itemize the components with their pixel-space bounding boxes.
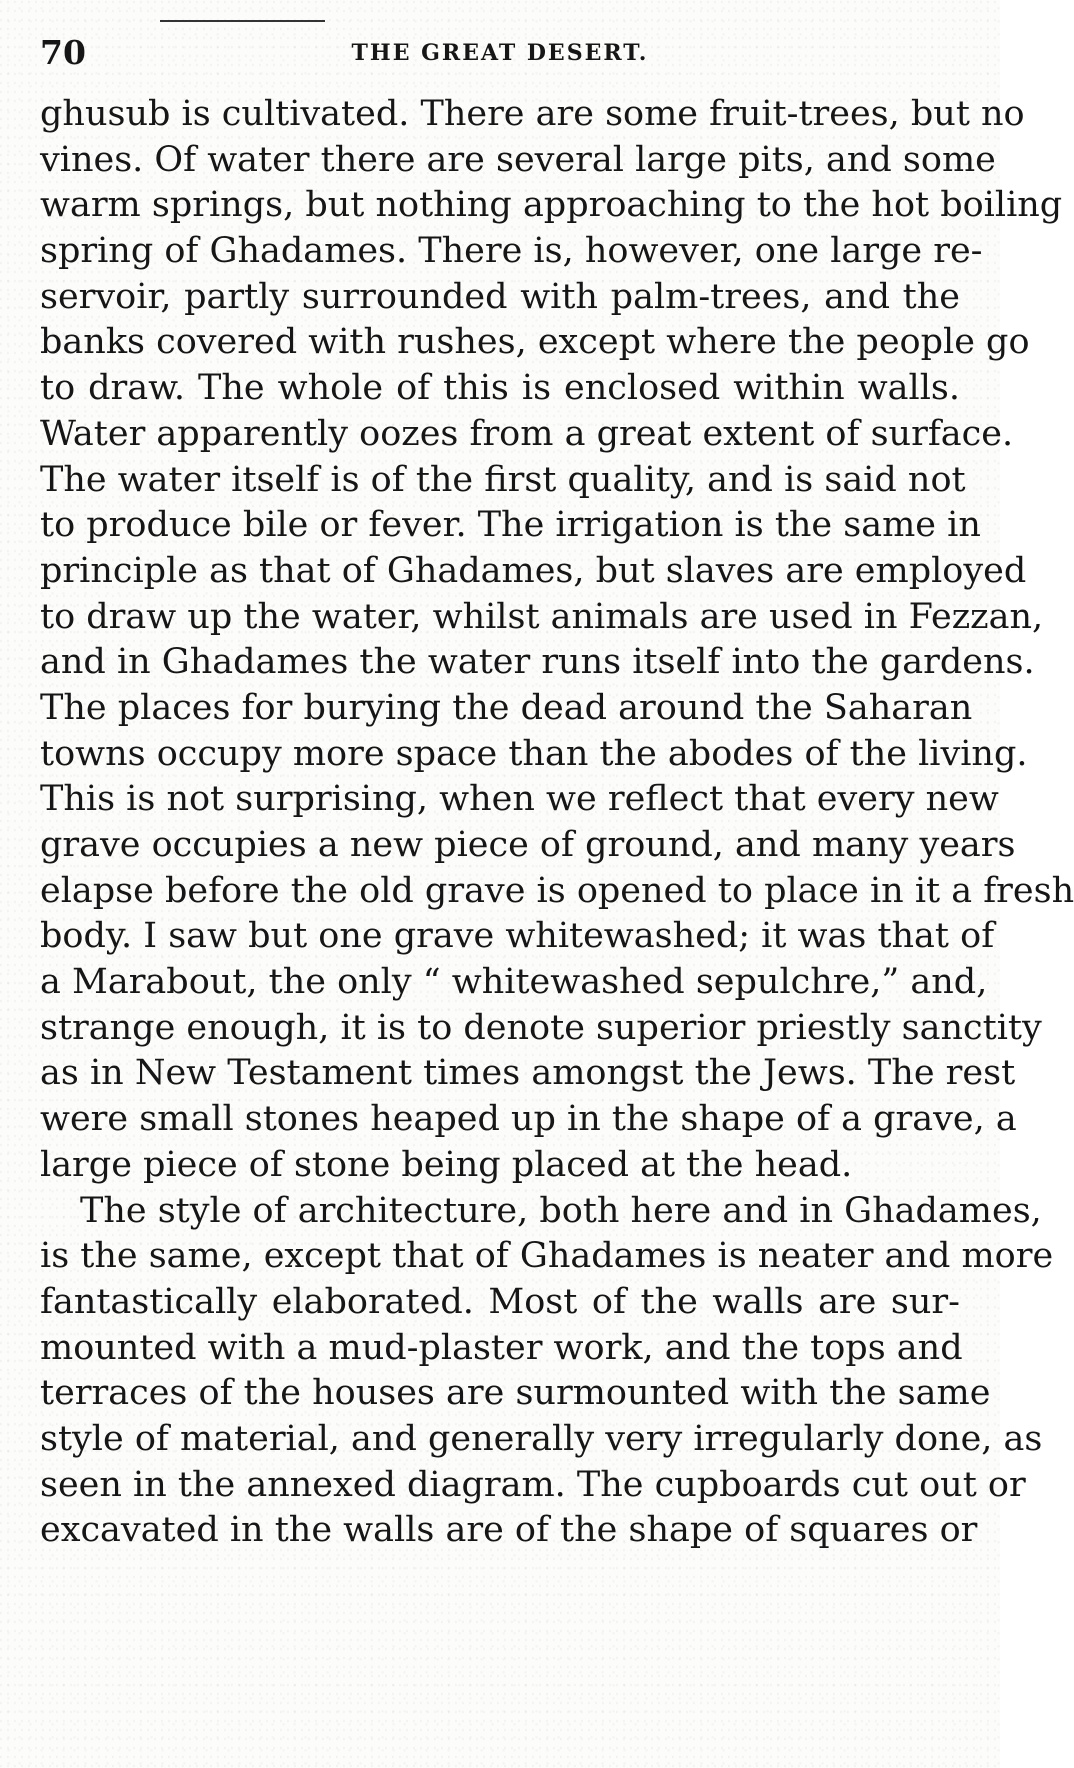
- text-line: style of material, and generally very irregularly done, as: [40, 1418, 1043, 1459]
- page-number: 70: [40, 33, 86, 72]
- paragraph-start-line: The style of architecture, both here and in Ghadames,: [80, 1190, 1042, 1231]
- text-line: warm springs, but nothing approaching to the hot boiling: [40, 185, 1063, 226]
- text-line: terraces of the houses are surmounted with the same: [40, 1373, 991, 1414]
- text-line: Water apparently oozes from a great extent of surface.: [40, 413, 1014, 454]
- text-line: ghusub is cultivated. There are some fruit-trees, but no: [40, 94, 1025, 134]
- text-line: a Marabout, the only “ whitewashed sepulchre,” and,: [40, 962, 988, 1003]
- text-line: to produce bile or fever. The irrigation is the same in: [40, 505, 981, 546]
- text-line: banks covered with rushes, except where the people go: [40, 322, 1030, 363]
- text-line: This is not surprising, when we reflect that every new: [40, 779, 999, 820]
- text-line: strange enough, it is to denote superior priestly sanctity: [40, 1007, 1042, 1048]
- text-line: grave occupies a new piece of ground, and many years: [40, 825, 1016, 865]
- text-line: to draw. The whole of this is enclosed within walls.: [40, 368, 960, 409]
- text-line: towns occupy more space than the abodes of the living.: [40, 733, 1028, 774]
- text-line: excavated in the walls are of the shape of squares or: [40, 1510, 978, 1551]
- paragraph-end-line: large piece of stone being placed at the head.: [40, 1144, 853, 1185]
- text-line: fantastically elaborated. Most of the walls are sur-: [40, 1281, 960, 1322]
- text-line: spring of Ghadames. There is, however, one large re-: [40, 231, 983, 272]
- text-line: servoir, partly surrounded with palm-trees, and the: [40, 276, 960, 317]
- top-rule: [160, 20, 325, 22]
- text-line: vines. Of water there are several large pits, and some: [40, 139, 996, 180]
- text-line: The places for burying the dead around the Saharan: [40, 687, 973, 728]
- text-line: body. I saw but one grave whitewashed; it was that of: [40, 916, 995, 957]
- text-line: and in Ghadames the water runs itself into the gardens.: [40, 642, 1035, 683]
- text-line: as in New Testament times amongst the Jews. The rest: [40, 1053, 1016, 1094]
- text-line: to draw up the water, whilst animals are used in Fezzan,: [40, 596, 1044, 637]
- text-line: mounted with a mud-plaster work, and the tops and: [40, 1327, 963, 1368]
- text-line: The water itself is of the first quality, and is said not: [40, 459, 966, 500]
- text-line: elapse before the old grave is opened to place in it a fresh: [40, 870, 1074, 911]
- page-header: [40, 34, 960, 72]
- text-line: seen in the annexed diagram. The cupboards cut out or: [40, 1464, 1026, 1505]
- running-title: THE GREAT DESERT.: [351, 40, 649, 66]
- text-line: principle as that of Ghadames, but slaves are employed: [40, 550, 1027, 591]
- body-text: [40, 92, 1074, 1554]
- text-line: is the same, except that of Ghadames is neater and more: [40, 1236, 1054, 1277]
- text-line: were small stones heaped up in the shape of a grave, a: [40, 1099, 1017, 1140]
